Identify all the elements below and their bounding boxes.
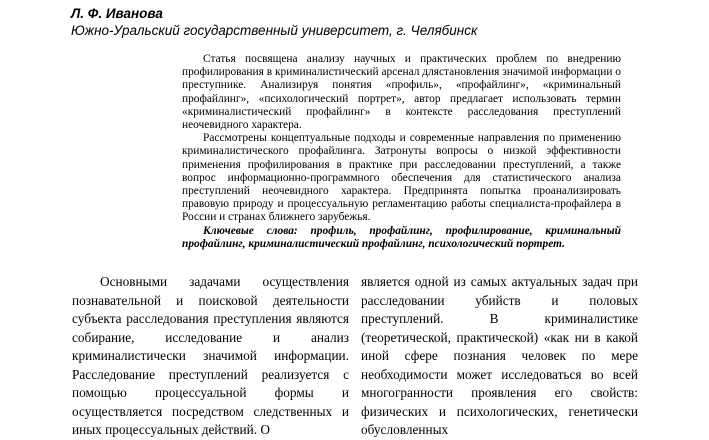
body-paragraph: Основными задачами осуществления познавательной и поисковой деятельности субъекта расследования преступления являются собирание, исследование и анализ криминалистически значимой информации. Расследование преступлений реализуется с помощью процессуальной формы и осуществляется посредством следственных и иных процессуальных действий. О: [72, 274, 349, 437]
abstract-paragraph: Статья посвящена анализу научных и практических проблем по внедрению профилирования в криминалистический арсенал длястановления значимой информации о преступнике. Анализируя понятия «профиль», «профайлинг», «криминальный профайлинг», «психологический портрет», автор предлагает использовать термин «криминалистический профайлинг» в контексте расследования преступлений неочевидного характера.: [182, 53, 621, 132]
abstract: [182, 53, 621, 251]
body-column-right: [361, 273, 638, 440]
author-affiliation: Южно-Уральский государственный университет, г. Челябинск: [71, 23, 478, 38]
author-name: Л. Ф. Иванова: [71, 6, 163, 21]
body-column-left: [72, 273, 349, 440]
abstract-paragraph: Рассмотрены концептуальные подходы и современные направления по применению криминалистического профайлинга. Затронуты вопросы о низкой эффективности применения профилирования в практике при расследовании преступлений, а также вопрос информационно-программного обеспечения для статистического анализа преступлений неочевидного характера. Предпринята попытка проанализировать правовую природу и процессуальную регламентацию работы специалиста-профайлера в России и странах ближнего зарубежья.: [182, 132, 621, 224]
body-paragraph: является одной из самых актуальных задач при расследовании убийств и половых преступлений. В криминалистике (теоретической, практической) «как ни в какой иной сфере познания человек по мере необходимости может исследоваться во всей многогранности проявления его свойств: физических и психологических, генетически обусловленных: [361, 274, 638, 437]
keywords: Ключевые слова: профиль, профайлинг, профилирование, криминальный профайлинг, криминалистический профайлинг, психологический портрет.: [182, 224, 621, 250]
